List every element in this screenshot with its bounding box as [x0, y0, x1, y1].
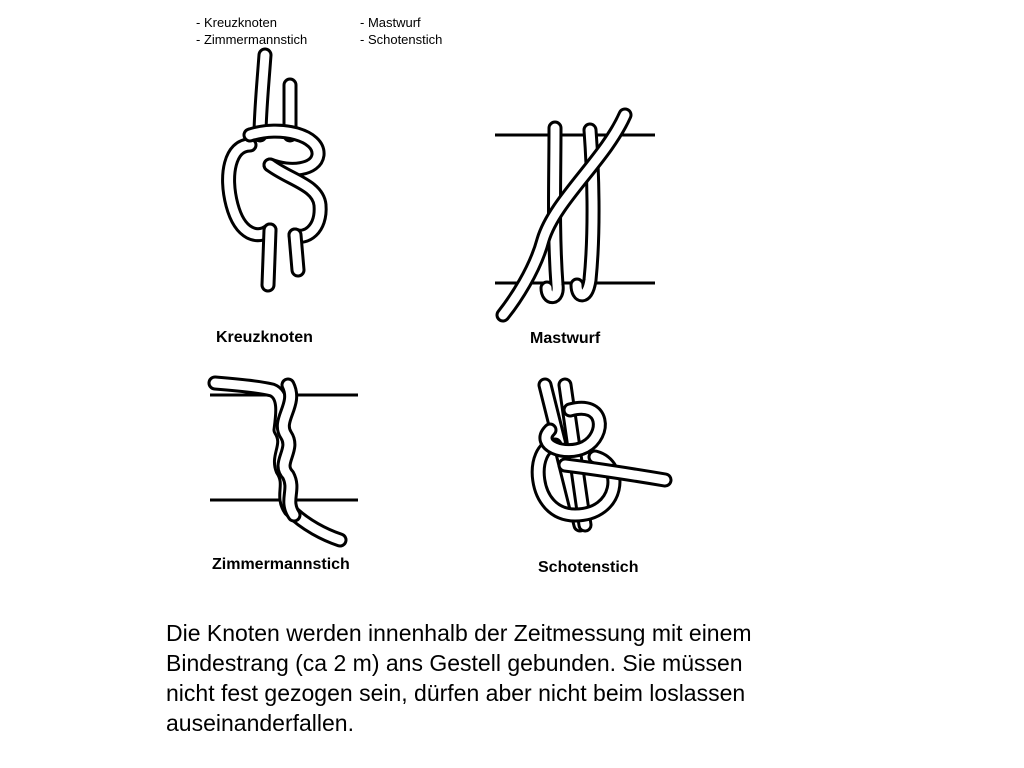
- description-line: nicht fest gezogen sein, dürfen aber nicht beim loslassen: [166, 680, 746, 706]
- caption-mastwurf: Mastwurf: [530, 330, 601, 347]
- description-line: Die Knoten werden innenhalb der Zeitmessung mit einem: [166, 620, 752, 646]
- description-line: auseinanderfallen.: [166, 710, 354, 736]
- zimmermannstich-illustration: [210, 375, 370, 550]
- knot-list-item: - Zimmermannstich: [196, 32, 308, 47]
- caption-kreuzknoten: Kreuzknoten: [216, 329, 313, 346]
- schotenstich-illustration: [525, 385, 680, 535]
- caption-schotenstich: Schotenstich: [538, 559, 639, 576]
- knot-list-item: - Schotenstich: [360, 32, 443, 47]
- description-line: Bindestrang (ca 2 m) ans Gestell gebunden. Sie müssen: [166, 650, 743, 676]
- description-paragraph: [166, 618, 866, 738]
- mastwurf-illustration: [495, 110, 660, 320]
- knot-list-item: - Mastwurf: [360, 15, 421, 30]
- kreuzknoten-illustration: [210, 55, 340, 295]
- caption-zimmermannstich: Zimmermannstich: [212, 556, 350, 573]
- knot-list-right: [360, 14, 442, 48]
- knot-list-left: [196, 14, 307, 48]
- knot-list-item: - Kreuzknoten: [196, 15, 277, 30]
